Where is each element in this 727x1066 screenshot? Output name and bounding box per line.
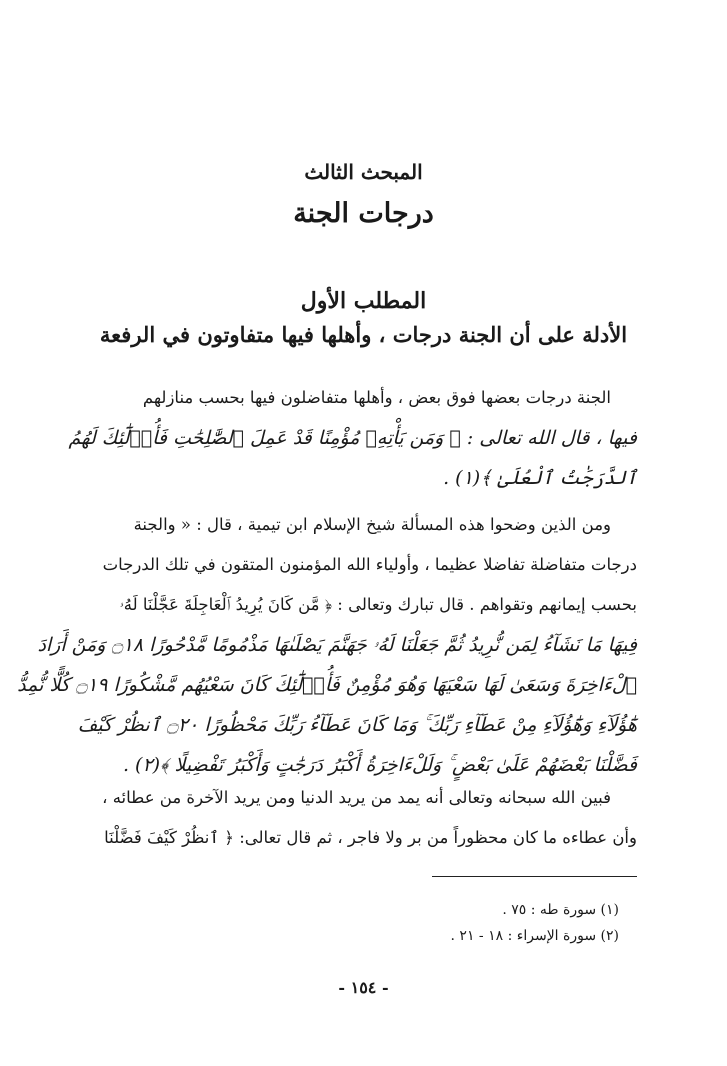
paragraph-line: وأن عطاءه ما كان محظوراً من بر ولا فاجر ، ثم قال تعالى: ﴿ ٱنظُرْ كَيْفَ فَضَّلْنَا	[104, 828, 637, 847]
paragraph-line: درجات متفاضلة تفاضلا عظيما ، وأولياء الله المؤمنون المتقون في تلك الدرجات	[102, 555, 637, 574]
paragraph-line: هَٰٓؤُلَآءِ وَهَٰٓؤُلَآءِ مِنْ عَطَآءِ رَبِّكَ ۚ وَمَا كَانَ عَطَآءُ رَبِّكَ مَحْظُورًا ۝٢٠ ٱنظُرْ كَيْفَ	[77, 714, 637, 736]
section-title: الأدلة على أن الجنة درجات ، وأهلها فيها متفاوتون في الرفعة	[99, 322, 628, 347]
footnote-2: (٢) سورة الإسراء : ١٨ - ٢١ .	[450, 928, 619, 944]
paragraph-line: فِيهَا مَا نَشَآءُ لِمَن نُّرِيدُ ثُمَّ جَعَلْنَا لَهُۥ جَهَنَّمَ يَصْلَىٰهَا مَذْمُومًا مَّدْحُورًا ۝١٨ وَمَنْ أَرَادَ	[37, 634, 637, 656]
chapter-label: المبحث الثالث	[304, 160, 423, 184]
paragraph-line: ومن الذين وضحوا هذه المسألة شيخ الإسلام ابن تيمية ، قال : « والجنة	[133, 515, 611, 534]
paragraph-3	[77, 778, 637, 858]
paragraph-line: الجنة درجات بعضها فوق بعض ، وأهلها متفاضلون فيها بحسب منازلهم	[142, 388, 611, 407]
page-number: - ١٥٤ -	[338, 978, 389, 997]
section-label: المطلب الأول	[300, 288, 427, 314]
chapter-title: درجات الجنة	[293, 198, 434, 229]
paragraph-2	[17, 505, 637, 785]
paragraph-line: فَضَّلْنَا بَعْضَهُمْ عَلَىٰ بَعْضٍ ۚ وَلَلْءَاخِرَةُ أَكْبَرُ دَرَجَٰتٍ وَأَكْبَرُ تَفْضِيلًا ﴾(٢) .	[122, 754, 637, 776]
paragraph-1	[68, 378, 637, 498]
paragraph-line: ٱلدَّرَجَٰتُ ٱلْعُلَىٰ ﴾(١) .	[443, 467, 637, 489]
paragraph-line: فيها ، قال الله تعالى : ﴿ وَمَن يَأْتِهِۦ مُؤْمِنًا قَدْ عَمِلَ ٱلصَّٰلِحَٰتِ فَأُو۟لَٰٓئِكَ لَهُمُ	[68, 427, 637, 449]
paragraph-line: بحسب إيمانهم وتقواهم . قال تبارك وتعالى : ﴿ مَّن كَانَ يُرِيدُ ٱلْعَاجِلَةَ عَجَّلْنَا لَهُۥ	[119, 595, 637, 614]
paragraph-line: فبين الله سبحانه وتعالى أنه يمد من يريد الدنيا ومن يريد الآخرة من عطائه ،	[102, 788, 611, 807]
footnote-1: (١) سورة طه : ٧٥ .	[502, 902, 619, 918]
footnote-divider	[432, 876, 637, 877]
paragraph-line: ٱلْءَاخِرَةَ وَسَعَىٰ لَهَا سَعْيَهَا وَهُوَ مُؤْمِنٌ فَأُو۟لَٰٓئِكَ كَانَ سَعْيُهُم مَّشْكُورًا ۝١٩ كُلًّا نُّمِدُّ	[17, 674, 637, 696]
